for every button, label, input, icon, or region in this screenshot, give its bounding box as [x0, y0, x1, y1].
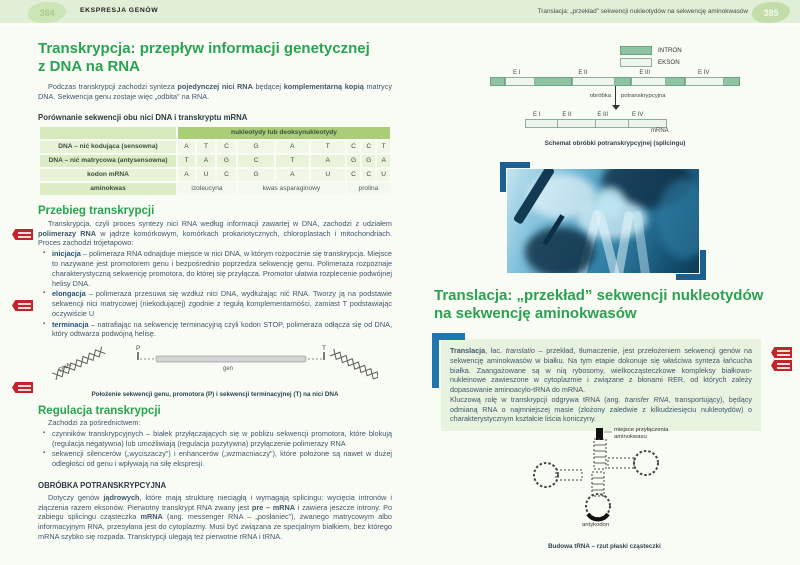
sequence-comparison-table	[38, 125, 392, 197]
photo-corner-bracket-icon	[676, 250, 706, 280]
pre-mrna-bar	[490, 77, 740, 86]
trna-caption: Budowa tRNA – rzut płaski cząsteczki	[548, 543, 661, 550]
regulation-bullets	[38, 429, 392, 469]
bullet-silencers-enhancers: ▪ sekwencji silencerów („wyciszaczy”) i enhancerów („wzmacniaczy”), które położone są nawet w dużej odległości od genu i wpływają na siłę ekspresji.	[52, 449, 392, 469]
process-paragraph: Transkrypcja, czyli proces syntezy nici RNA według informacji zawartej w DNA, zachodzi z udziałem polimerazy RNA w jądrze komórkowym, komórkach prokariotycznych, chloroplastach i mitochondriach. Proces zachodzi trójetapowo:	[38, 218, 392, 248]
right-page-number-badge	[752, 2, 790, 23]
section-heading-regulation: Regulacja transkrypcji	[38, 405, 161, 418]
bookmark-tag-icon	[12, 382, 33, 393]
process-bullets	[38, 249, 392, 339]
promoter-label: P	[136, 345, 141, 353]
table-corner-cell	[40, 127, 176, 139]
splicing-arrow	[455, 86, 775, 112]
lab-photo-frame	[500, 162, 706, 280]
processing-paragraph: Dotyczy genów jądrowych, które mają strukturę nieciągłą i wymagają splicingu: wycięcia intronów i złączenia razem eksonów. Pierwotny transkrypt RNA zwany jest pre – mRNA i zawiera jeszcze introny. Po zabiegu splicingu cząsteczka mRNA (ang. messenger RNA – „posłaniec”), zwanego matrycowym albo informacyjnym RNA, przesyłana jest do cytoplazmy. Musi być związana ze specjalnym białkiem, bez którego mRNA szybko się rozpada. Transkrypcji ulegają też pierwotne rRNA i tRNA.	[38, 492, 393, 541]
section-heading-process: Przebieg transkrypcji	[38, 204, 155, 217]
mrna-bar	[525, 119, 667, 128]
gene-diagram-drawing	[38, 342, 378, 386]
trna-top-label: miejsce przyłączenia aminokwasu	[614, 427, 669, 441]
bullet-initiation: ▪ inicjacja – polimeraza RNA odnajduje miejsce w nici DNA, w którym rozpocznie się transkrypcja. Miejsce to nazywane jest promotorem genu i bezpośrednio poprzedza sekwencję genu. Polimeraza rozpoznaje charakterystyczną sekwencję promotora, do której się przyłącza. Promotor ułatwia rozplecenie podwójnej helisy DNA.	[52, 249, 392, 288]
lab-photo	[507, 169, 699, 273]
bullet-transcription-factors: ▪ czynników transkrypcyjnych – białek przyłączających się w pobliżu sekwencji promotora, które blokują (regulacja negatywna) lub umożliwiają (regulacja pozytywna) przyłączenie polimerazy RNA	[52, 429, 392, 449]
splicing-diagram	[455, 42, 775, 147]
legend-intron-label: INTRON	[658, 47, 682, 54]
bullet-elongation: ▪ elongacja – polimeraza przesuwa się wzdłuż nici DNA, wydłużając nić RNA. Tworzy ją na podstawie sekwencji nici matrycowej (niekodującej) zgodnie z regułą komplementarności, zamiast T podstawiając oczywiście U	[52, 289, 392, 318]
mrna-label: mRNA	[651, 128, 669, 134]
table-title: Porównanie sekwencji obu nici DNA i transkryptu mRNA	[38, 112, 248, 122]
running-header	[0, 0, 800, 26]
legend-ekson-label: EKSON	[658, 59, 680, 66]
intro-paragraph: Podczas transkrypcji zachodzi synteza pojedynczej nici RNA będącej komplementarną kopią matrycy DNA. Sekwencja genu zostaje więc „odbita” na RNA.	[38, 82, 392, 102]
mrna-exon-labels: E I E II E III E IV	[533, 112, 644, 118]
blue-corner-bracket-icon	[432, 333, 465, 388]
gene-location-diagram	[38, 342, 392, 398]
table-column-header: nukleotydy lub deoksynukleotydy	[178, 127, 390, 139]
translation-definition-box	[441, 339, 761, 431]
pre-mrna-exon-labels: E I E II E III E IV	[513, 70, 710, 76]
terminator-label: T	[322, 345, 326, 353]
left-page	[38, 40, 392, 542]
dna-label: DNA	[58, 362, 72, 374]
gene-label: gen	[222, 366, 234, 373]
right-page-number: 385	[763, 7, 779, 18]
bookmark-tag-icon	[771, 347, 792, 358]
intron-swatch	[620, 46, 652, 55]
running-title: Translacja: „przekład” sekwencji nukleotydów na sekwencję aminokwasów	[537, 8, 748, 15]
page-title-translation: Translacja: „przekład” sekwencji nukleotydów na sekwencję aminokwasów	[434, 287, 764, 322]
regulation-intro: Zachodzi za pośrednictwem:	[48, 418, 141, 428]
splicing-caption: Schemat obróbki potranskrypcyjnej (splicingu)	[544, 140, 686, 147]
ekson-swatch	[620, 58, 652, 67]
table-row: DNA – nić kodująca (sensowna) A T C G A T C C T	[40, 141, 390, 153]
bookmark-tag-icon	[12, 300, 33, 311]
bullet-termination: ▪ terminacja – natrafiając na sekwencję terminacyjną czyli kodon STOP, polimeraza odłącza się od DNA, który odtwarza podwójną helisę.	[52, 320, 392, 340]
chapter-label: EKSPRESJA GENÓW	[80, 7, 159, 14]
page-title-transcription: Transkrypcja: przepływ informacji genetycznej z DNA na RNA	[38, 40, 370, 75]
section-heading-processing: OBRÓBKA POTRANSKRYPCYJNA	[38, 480, 167, 490]
translation-paragraph-2: Kluczową rolę w transkrypcji odgrywa tRNA (ang. transfer RNA, transportujący), będący odmianą RNA o najmniejszej masie (złożony zaledwie z kilkudziesięciu nukleotydów) o charakterystycznym kształcie liścia koniczyny.	[450, 394, 752, 424]
trna-anticodon-label: antykodon	[582, 522, 610, 528]
bookmark-tag-icon	[771, 360, 792, 371]
left-page-number-badge	[28, 2, 66, 23]
table-row-amino: aminokwas izoleucyna kwas asparaginowy prolina	[40, 183, 390, 195]
table-row: DNA – nić matrycowa (antysensowna) T A G C T A G G A	[40, 155, 390, 167]
splicing-legend	[620, 46, 682, 70]
table-row: kodon mRNA A U C G A U C C U	[40, 169, 390, 181]
gene-diagram-caption: Położenie sekwencji genu, promotora (P) i sekwencji terminacyjnej (T) na nici DNA	[91, 391, 339, 399]
bookmark-tag-icon	[12, 229, 33, 240]
translation-paragraph-1: Translacja, łac. translatio – przekład, tłumaczenie, jest przełożeniem sekwencji genów na sekwencję aminokwasów w białku. Na tym etapie dokonuje się właściwa synteza łańcucha białka. Zaangażowane są w nią rybosomy, wielkocząsteczkowe kompleksy białkowo-nukleinowe zawieszone w cytoplazmie i związane z błonami RER, od których zależy dopasowanie aminoacylo-tRNA do mRNA.	[450, 346, 752, 395]
trna-diagram	[520, 426, 780, 550]
left-page-number: 384	[39, 7, 55, 18]
arrow-label-left: obróbka	[589, 93, 611, 99]
translation-box-wrap	[432, 333, 768, 431]
arrow-label-right: potranskrypcyjna	[621, 93, 666, 99]
